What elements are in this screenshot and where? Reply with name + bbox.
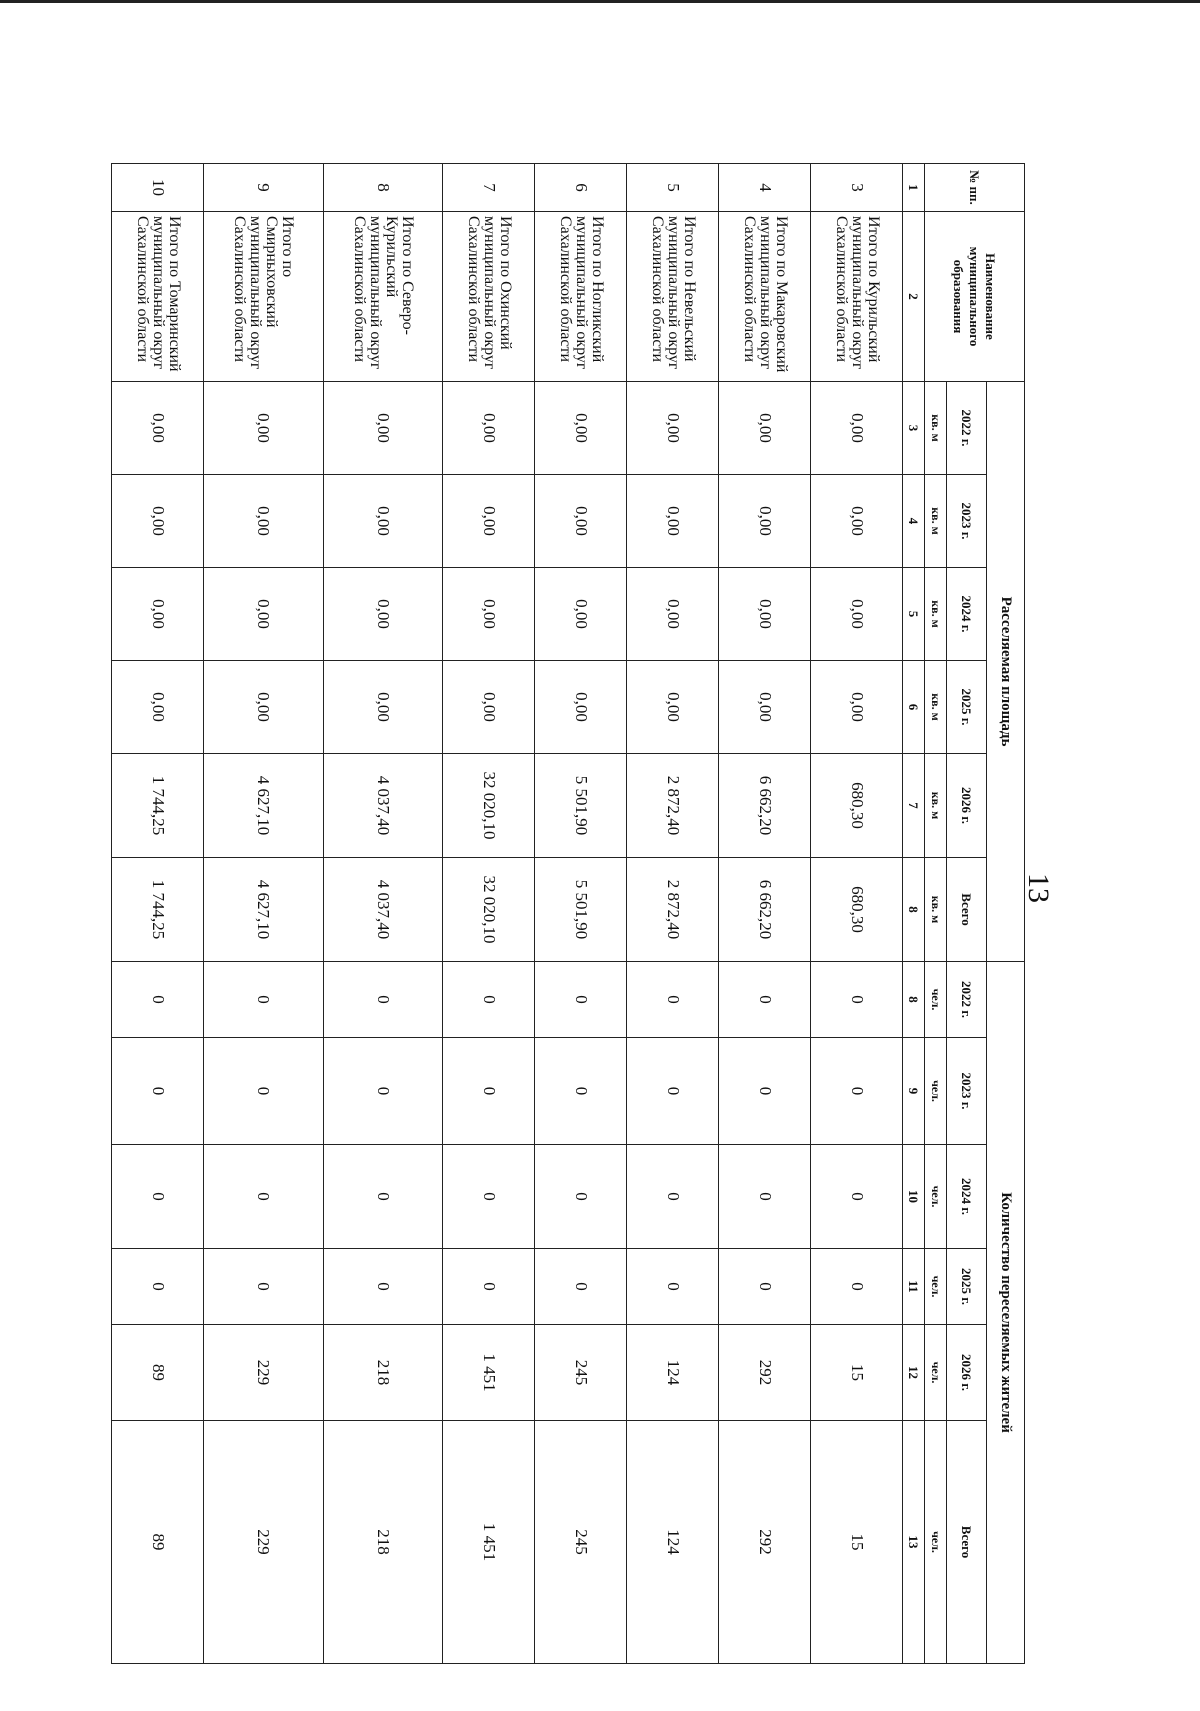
people-cell: 0 bbox=[112, 1145, 204, 1249]
row-name: Итого по Северо-Курильский муниципальный округ Сахалинской области bbox=[323, 212, 443, 382]
table-row bbox=[443, 164, 535, 1664]
area-cell: 0,00 bbox=[811, 661, 903, 754]
area-cell: 0,00 bbox=[443, 568, 535, 661]
people-cell: 0 bbox=[204, 1249, 324, 1325]
page-number: 13 bbox=[1022, 873, 1055, 903]
scan-top-border bbox=[0, 0, 1200, 3]
row-number: 5 bbox=[627, 164, 719, 212]
header-area-year: 2022 г. bbox=[947, 382, 987, 475]
area-cell: 0,00 bbox=[112, 382, 204, 475]
area-cell: 4 627,10 bbox=[204, 858, 324, 962]
header-people-year: 2024 г. bbox=[947, 1145, 987, 1249]
area-cell: 4 037,40 bbox=[323, 858, 443, 962]
people-cell: 89 bbox=[112, 1421, 204, 1664]
people-cell: 0 bbox=[204, 1038, 324, 1145]
table-row bbox=[204, 164, 324, 1664]
header-people-group: Количество переселяемых жителей bbox=[987, 962, 1025, 1664]
header-people-year: 2025 г. bbox=[947, 1249, 987, 1325]
row-number: 10 bbox=[112, 164, 204, 212]
row-number: 6 bbox=[535, 164, 627, 212]
people-cell: 1 451 bbox=[443, 1325, 535, 1421]
area-cell: 0,00 bbox=[204, 382, 324, 475]
people-cell: 292 bbox=[719, 1325, 811, 1421]
people-cell: 124 bbox=[627, 1421, 719, 1664]
people-cell: 15 bbox=[811, 1325, 903, 1421]
people-cell: 0 bbox=[443, 1145, 535, 1249]
column-number: 8 bbox=[903, 962, 925, 1038]
row-number: 8 bbox=[323, 164, 443, 212]
area-cell: 0,00 bbox=[204, 568, 324, 661]
area-cell: 0,00 bbox=[323, 568, 443, 661]
header-people-unit: чел. bbox=[925, 1145, 947, 1249]
header-area-year: Всего bbox=[947, 858, 987, 962]
header-area-year: 2024 г. bbox=[947, 568, 987, 661]
column-number: 11 bbox=[903, 1249, 925, 1325]
area-cell: 0,00 bbox=[323, 475, 443, 568]
area-cell: 0,00 bbox=[535, 661, 627, 754]
people-cell: 0 bbox=[204, 1145, 324, 1249]
people-cell: 0 bbox=[627, 1145, 719, 1249]
people-cell: 0 bbox=[627, 1249, 719, 1325]
area-cell: 1 744,25 bbox=[112, 858, 204, 962]
people-cell: 124 bbox=[627, 1325, 719, 1421]
table-row bbox=[719, 164, 811, 1664]
people-cell: 0 bbox=[112, 1038, 204, 1145]
area-cell: 0,00 bbox=[443, 661, 535, 754]
people-cell: 0 bbox=[323, 962, 443, 1038]
people-cell: 0 bbox=[535, 962, 627, 1038]
people-cell: 218 bbox=[323, 1325, 443, 1421]
area-cell: 0,00 bbox=[204, 661, 324, 754]
people-cell: 0 bbox=[719, 1038, 811, 1145]
area-cell: 5 501,90 bbox=[535, 754, 627, 858]
people-cell: 15 bbox=[811, 1421, 903, 1664]
column-number: 8 bbox=[903, 858, 925, 962]
table-row bbox=[112, 164, 204, 1664]
people-cell: 292 bbox=[719, 1421, 811, 1664]
column-number: 2 bbox=[903, 212, 925, 382]
row-name: Итого по Невельский муниципальный округ Сахалинской области bbox=[627, 212, 719, 382]
area-cell: 32 020,10 bbox=[443, 858, 535, 962]
area-cell: 680,30 bbox=[811, 858, 903, 962]
area-cell: 0,00 bbox=[112, 475, 204, 568]
area-cell: 680,30 bbox=[811, 754, 903, 858]
people-cell: 245 bbox=[535, 1325, 627, 1421]
area-cell: 4 037,40 bbox=[323, 754, 443, 858]
area-cell: 0,00 bbox=[811, 475, 903, 568]
people-cell: 0 bbox=[323, 1038, 443, 1145]
row-name: Итого по Курильский муниципальный округ Сахалинской области bbox=[811, 212, 903, 382]
area-cell: 1 744,25 bbox=[112, 754, 204, 858]
column-number: 10 bbox=[903, 1145, 925, 1249]
people-cell: 0 bbox=[719, 962, 811, 1038]
area-cell: 0,00 bbox=[535, 382, 627, 475]
table-row bbox=[627, 164, 719, 1664]
table-row bbox=[535, 164, 627, 1664]
header-area-group: Расселяемая площадь bbox=[987, 382, 1025, 962]
area-cell: 0,00 bbox=[719, 475, 811, 568]
area-cell: 4 627,10 bbox=[204, 754, 324, 858]
column-number: 7 bbox=[903, 754, 925, 858]
area-cell: 0,00 bbox=[719, 661, 811, 754]
header-people-year: 2023 г. bbox=[947, 1038, 987, 1145]
row-number: 7 bbox=[443, 164, 535, 212]
people-cell: 0 bbox=[204, 962, 324, 1038]
header-area-unit: кв. м bbox=[925, 754, 947, 858]
area-cell: 2 872,40 bbox=[627, 858, 719, 962]
people-cell: 0 bbox=[443, 962, 535, 1038]
area-cell: 0,00 bbox=[535, 568, 627, 661]
row-number: 4 bbox=[719, 164, 811, 212]
area-cell: 0,00 bbox=[204, 475, 324, 568]
people-cell: 0 bbox=[535, 1145, 627, 1249]
people-cell: 229 bbox=[204, 1421, 324, 1664]
people-cell: 0 bbox=[323, 1249, 443, 1325]
people-cell: 0 bbox=[535, 1249, 627, 1325]
column-number: 12 bbox=[903, 1325, 925, 1421]
row-name: Итого по Макаровский муниципальный округ Сахалинской области bbox=[719, 212, 811, 382]
people-cell: 0 bbox=[811, 1249, 903, 1325]
people-cell: 0 bbox=[535, 1038, 627, 1145]
resettlement-table bbox=[111, 163, 1025, 1664]
area-cell: 0,00 bbox=[627, 661, 719, 754]
area-cell: 0,00 bbox=[112, 661, 204, 754]
area-cell: 0,00 bbox=[443, 475, 535, 568]
header-area-year: 2023 г. bbox=[947, 475, 987, 568]
column-number: 3 bbox=[903, 382, 925, 475]
column-number: 5 bbox=[903, 568, 925, 661]
area-cell: 6 662,20 bbox=[719, 754, 811, 858]
row-name: Итого по Смирныховский муниципальный округ Сахалинской области bbox=[204, 212, 324, 382]
row-number: 3 bbox=[811, 164, 903, 212]
people-cell: 0 bbox=[627, 962, 719, 1038]
header-area-year: 2025 г. bbox=[947, 661, 987, 754]
area-cell: 0,00 bbox=[811, 568, 903, 661]
people-cell: 0 bbox=[719, 1249, 811, 1325]
people-cell: 0 bbox=[811, 1145, 903, 1249]
area-cell: 6 662,20 bbox=[719, 858, 811, 962]
area-cell: 32 020,10 bbox=[443, 754, 535, 858]
people-cell: 1 451 bbox=[443, 1421, 535, 1664]
area-cell: 0,00 bbox=[811, 382, 903, 475]
header-people-unit: чел. bbox=[925, 962, 947, 1038]
header-area-unit: кв. м bbox=[925, 568, 947, 661]
people-cell: 0 bbox=[112, 962, 204, 1038]
header-people-unit: чел. bbox=[925, 1421, 947, 1664]
area-cell: 0,00 bbox=[535, 475, 627, 568]
header-people-year: 2022 г. bbox=[947, 962, 987, 1038]
column-number: 1 bbox=[903, 164, 925, 212]
area-cell: 0,00 bbox=[443, 382, 535, 475]
column-number: 6 bbox=[903, 661, 925, 754]
row-name: Итого по Охинский муниципальный округ Сахалинской области bbox=[443, 212, 535, 382]
header-num: № пп. bbox=[925, 164, 1025, 212]
rotated-table-container bbox=[111, 163, 1025, 1663]
header-area-unit: кв. м bbox=[925, 382, 947, 475]
area-cell: 0,00 bbox=[719, 568, 811, 661]
column-number: 4 bbox=[903, 475, 925, 568]
header-name: Наименование муниципального образования bbox=[925, 212, 1025, 382]
column-number: 9 bbox=[903, 1038, 925, 1145]
people-cell: 245 bbox=[535, 1421, 627, 1664]
people-cell: 218 bbox=[323, 1421, 443, 1664]
people-cell: 0 bbox=[443, 1249, 535, 1325]
column-number: 13 bbox=[903, 1421, 925, 1664]
people-cell: 0 bbox=[443, 1038, 535, 1145]
people-cell: 0 bbox=[323, 1145, 443, 1249]
row-name: Итого по Томаринский муниципальный округ Сахалинской области bbox=[112, 212, 204, 382]
people-cell: 0 bbox=[811, 962, 903, 1038]
header-area-year: 2026 г. bbox=[947, 754, 987, 858]
area-cell: 2 872,40 bbox=[627, 754, 719, 858]
people-cell: 89 bbox=[112, 1325, 204, 1421]
people-cell: 0 bbox=[627, 1038, 719, 1145]
header-people-unit: чел. bbox=[925, 1249, 947, 1325]
area-cell: 0,00 bbox=[719, 382, 811, 475]
header-area-unit: кв. м bbox=[925, 858, 947, 962]
header-area-unit: кв. м bbox=[925, 475, 947, 568]
table-row bbox=[323, 164, 443, 1664]
area-cell: 0,00 bbox=[323, 382, 443, 475]
header-people-unit: чел. bbox=[925, 1038, 947, 1145]
people-cell: 0 bbox=[112, 1249, 204, 1325]
area-cell: 0,00 bbox=[112, 568, 204, 661]
area-cell: 0,00 bbox=[627, 568, 719, 661]
row-name: Итого по Ногликский муниципальный округ Сахалинской области bbox=[535, 212, 627, 382]
table-row bbox=[811, 164, 903, 1664]
people-cell: 0 bbox=[719, 1145, 811, 1249]
people-cell: 0 bbox=[811, 1038, 903, 1145]
header-people-year: 2026 г. bbox=[947, 1325, 987, 1421]
header-area-unit: кв. м bbox=[925, 661, 947, 754]
area-cell: 0,00 bbox=[627, 475, 719, 568]
people-cell: 229 bbox=[204, 1325, 324, 1421]
row-number: 9 bbox=[204, 164, 324, 212]
header-people-unit: чел. bbox=[925, 1325, 947, 1421]
header-people-year: Всего bbox=[947, 1421, 987, 1664]
area-cell: 0,00 bbox=[323, 661, 443, 754]
area-cell: 5 501,90 bbox=[535, 858, 627, 962]
area-cell: 0,00 bbox=[627, 382, 719, 475]
